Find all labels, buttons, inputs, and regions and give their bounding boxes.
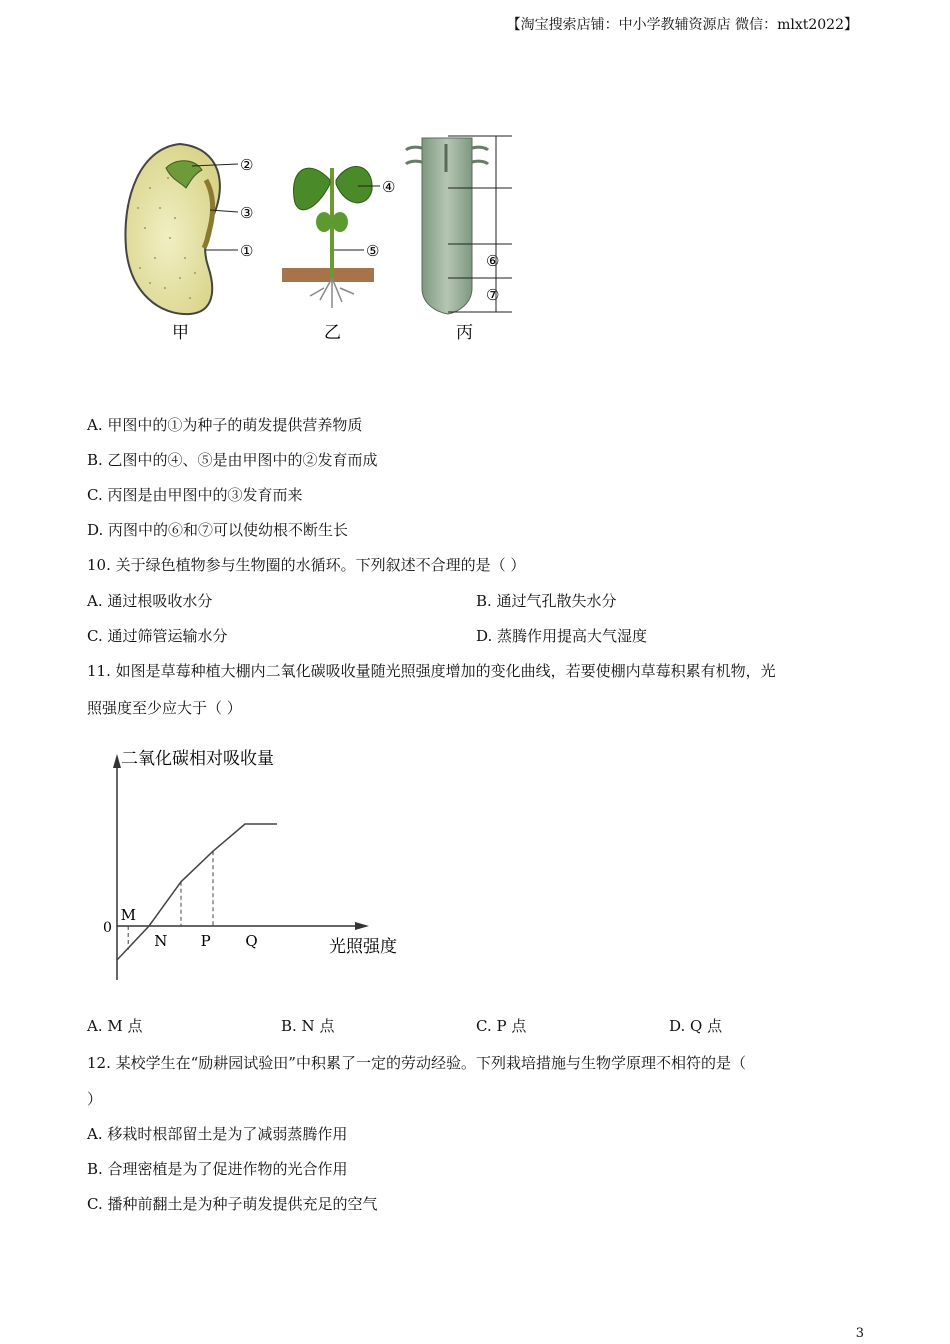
y-axis-label: 二氧化碳相对吸收量 (121, 749, 274, 769)
q9-option-c: C. 丙图是由甲图中的③发育而来 (87, 486, 303, 504)
point-label-p: P (200, 932, 211, 950)
x-axis-arrow (355, 922, 369, 930)
seed-marker-3: ③ (240, 204, 254, 222)
point-label-m: M (120, 906, 136, 924)
q12-stem-line1: 12. 某校学生在“励耕园试验田”中积累了一定的劳动经验。下列栽培措施与生物学原理不相符的是（ (87, 1054, 746, 1072)
root-marker-7: ⑦ (486, 286, 500, 304)
q12-option-c: C. 播种前翻土是为种子萌发提供充足的空气 (87, 1195, 378, 1213)
seedling-marker-5: ⑤ (366, 242, 380, 260)
q10-option-b: B. 通过气孔散失水分 (476, 592, 617, 610)
q12-option-b: B. 合理密植是为了促进作物的光合作用 (87, 1160, 348, 1178)
q9-option-a: A. 甲图中的①为种子的萌发提供营养物质 (87, 416, 363, 434)
q11-option-d: D. Q 点 (669, 1017, 723, 1035)
figure-label-jia: 甲 (172, 323, 189, 343)
q10-option-c: C. 通过筛管运输水分 (87, 627, 228, 645)
q12-option-a: A. 移栽时根部留土是为了减弱蒸腾作用 (87, 1125, 348, 1143)
q11-option-c: C. P 点 (476, 1017, 527, 1035)
q11-stem-line1: 11. 如图是草莓种植大棚内二氧化碳吸收量随光照强度增加的变化曲线，若要使棚内草莓积累有机物，光 (87, 662, 776, 680)
root-marker-6: ⑥ (486, 252, 500, 270)
q12-stem-line2: ） (87, 1090, 103, 1108)
seed-marker-2: ② (240, 156, 254, 174)
root-tip-diagram (406, 136, 512, 314)
q9-option-d: D. 丙图中的⑥和⑦可以使幼根不断生长 (87, 521, 349, 539)
q10-option-d: D. 蒸腾作用提高大气湿度 (476, 627, 648, 645)
q10-option-a: A. 通过根吸收水分 (87, 592, 213, 610)
q9-option-b: B. 乙图中的④、⑤是由甲图中的②发育而成 (87, 451, 378, 469)
point-label-n: N (154, 932, 168, 950)
seedling-diagram (282, 167, 395, 308)
point-label-q: Q (245, 932, 258, 950)
origin-label: 0 (103, 920, 112, 936)
seed-diagram (125, 144, 253, 314)
page-number: 3 (855, 1326, 864, 1341)
seed-marker-1: ① (240, 242, 254, 260)
figure-label-bing: 丙 (456, 323, 473, 343)
page-header: 【淘宝搜索店铺：中小学教辅资源店 微信：mlxt2022】 (506, 17, 858, 33)
plant-figure (110, 128, 530, 348)
q11-stem-line2: 照强度至少应大于（ ） (87, 699, 242, 717)
q11-option-a: A. M 点 (87, 1017, 143, 1035)
figure-label-yi: 乙 (324, 323, 341, 343)
q11-option-b: B. N 点 (281, 1017, 335, 1035)
seedling-marker-4: ④ (382, 178, 396, 196)
x-axis-label: 光照强度 (329, 937, 397, 957)
q10-stem: 10. 关于绿色植物参与生物圈的水循环。下列叙述不合理的是（ ） (87, 556, 526, 574)
y-axis-arrow (113, 754, 121, 768)
co2-light-chart (95, 740, 415, 990)
